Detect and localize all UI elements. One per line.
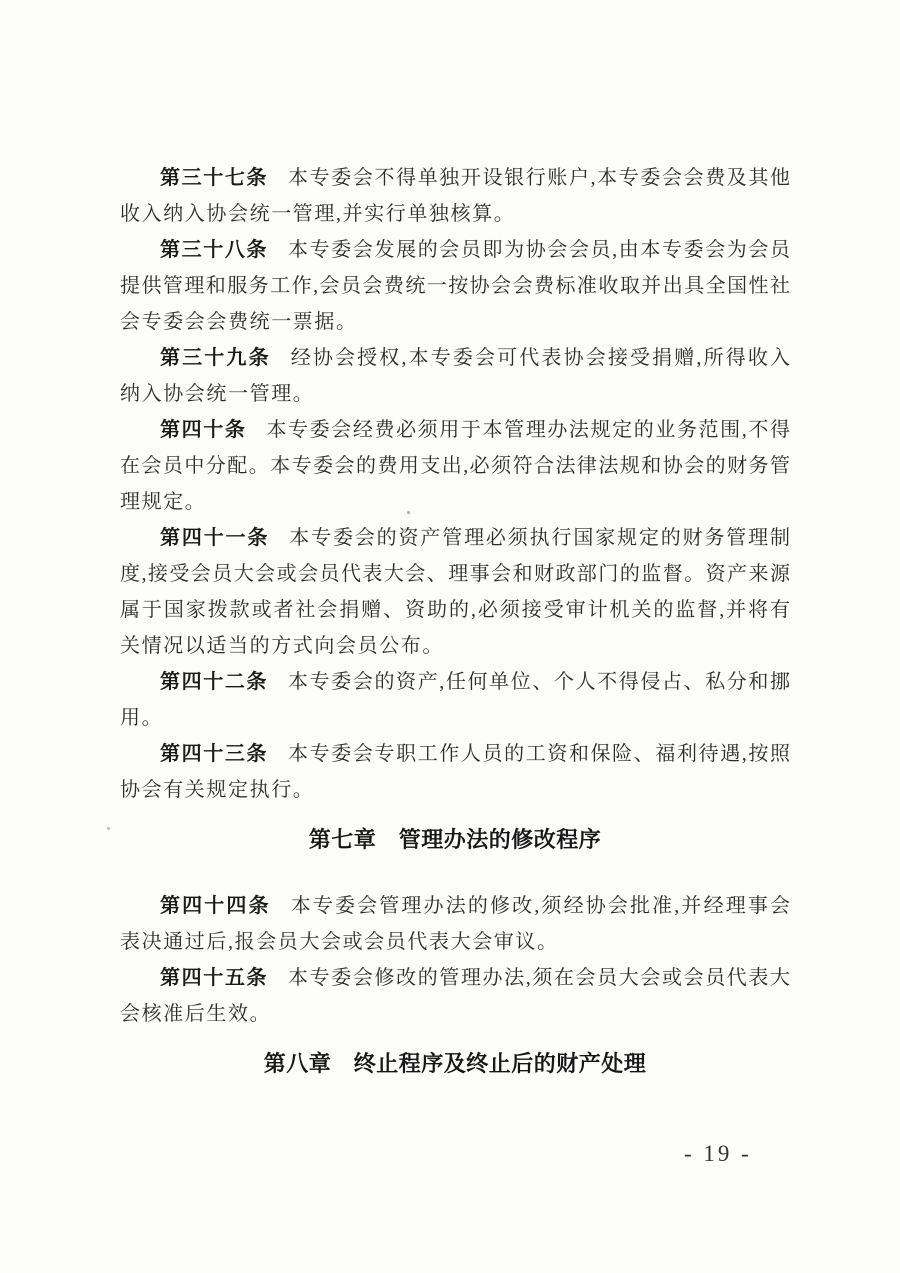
article-number: 第三十八条 (160, 239, 269, 261)
scan-speck (107, 827, 110, 830)
article-paragraph (120, 736, 790, 808)
text-line: 用。 (120, 707, 164, 729)
article-number: 第四十二条 (160, 671, 269, 693)
article-number: 第四十三条 (160, 743, 269, 765)
article-number: 第四十条 (160, 419, 247, 441)
article-number: 第三十九条 (160, 347, 271, 369)
article-paragraph (120, 520, 790, 664)
text-line: 纳入协会统一管理。 (120, 383, 315, 405)
article-paragraph (120, 664, 790, 736)
page-number: - 19 - (684, 1141, 752, 1166)
text-line (120, 412, 790, 448)
text-line (120, 888, 790, 924)
article-paragraph (120, 960, 790, 1032)
text-line: 属于国家拨款或者社会捐赠、资助的,必须接受审计机关的监督,并将有 (120, 599, 790, 621)
article-paragraph (120, 232, 790, 340)
text-line: 提供管理和服务工作,会员会费统一按协会会费标准收取并出具全国性社 (120, 275, 790, 297)
article-text: 本专委会专职工作人员的工资和保险、福利待遇,按照 (288, 743, 790, 765)
article-paragraph (120, 340, 790, 412)
article-text: 本专委会管理办法的修改,须经协会批准,并经理事会 (290, 895, 790, 917)
scan-speck (407, 511, 410, 514)
article-text: 本专委会经费必须用于本管理办法规定的业务范围,不得 (266, 419, 790, 441)
document-body (120, 160, 790, 1112)
text-line (120, 340, 790, 376)
text-line: 度,接受会员大会或会员代表大会、理事会和财政部门的监督。资产来源 (120, 563, 790, 585)
article-number: 第四十四条 (160, 895, 271, 917)
article-paragraph (120, 888, 790, 960)
article-text: 经协会授权,本专委会可代表协会接受捐赠,所得收入 (290, 347, 790, 369)
text-line: 协会有关规定执行。 (120, 779, 315, 801)
text-line: 关情况以适当的方式向会员公布。 (120, 635, 444, 657)
article-text: 本专委会发展的会员即为协会会员,由本专委会为会员 (288, 239, 790, 261)
article-number: 第四十五条 (160, 967, 269, 989)
text-line: 在会员中分配。本专委会的费用支出,必须符合法律法规和协会的财务管 (120, 455, 790, 477)
chapter-heading: 第七章 管理办法的修改程序 (308, 827, 602, 852)
text-line (120, 520, 790, 556)
article-text: 本专委会不得单独开设银行账户,本专委会会费及其他 (288, 167, 790, 189)
article-paragraph (120, 412, 790, 520)
article-number: 第四十一条 (160, 527, 270, 549)
text-line: 会专委会会费统一票据。 (120, 311, 358, 333)
text-line: 会核准后生效。 (120, 1003, 272, 1025)
article-paragraph (120, 160, 790, 232)
article-text: 本专委会修改的管理办法,须在会员大会或会员代表大 (288, 967, 790, 989)
article-number: 第三十七条 (160, 167, 269, 189)
article-text: 本专委会的资产管理必须执行国家规定的财务管理制 (289, 527, 790, 549)
text-line: 理规定。 (120, 491, 207, 513)
text-line (120, 232, 790, 268)
chapter-heading: 第八章 终止程序及终止后的财产处理 (263, 1051, 647, 1076)
text-line (120, 664, 790, 700)
text-line (120, 960, 790, 996)
text-line (120, 736, 790, 772)
article-text: 本专委会的资产,任何单位、个人不得侵占、私分和挪 (288, 671, 790, 693)
text-line: 收入纳入协会统一管理,并实行单独核算。 (120, 203, 516, 225)
text-line: 表决通过后,报会员大会或会员代表大会审议。 (120, 931, 559, 953)
text-line (120, 160, 790, 196)
